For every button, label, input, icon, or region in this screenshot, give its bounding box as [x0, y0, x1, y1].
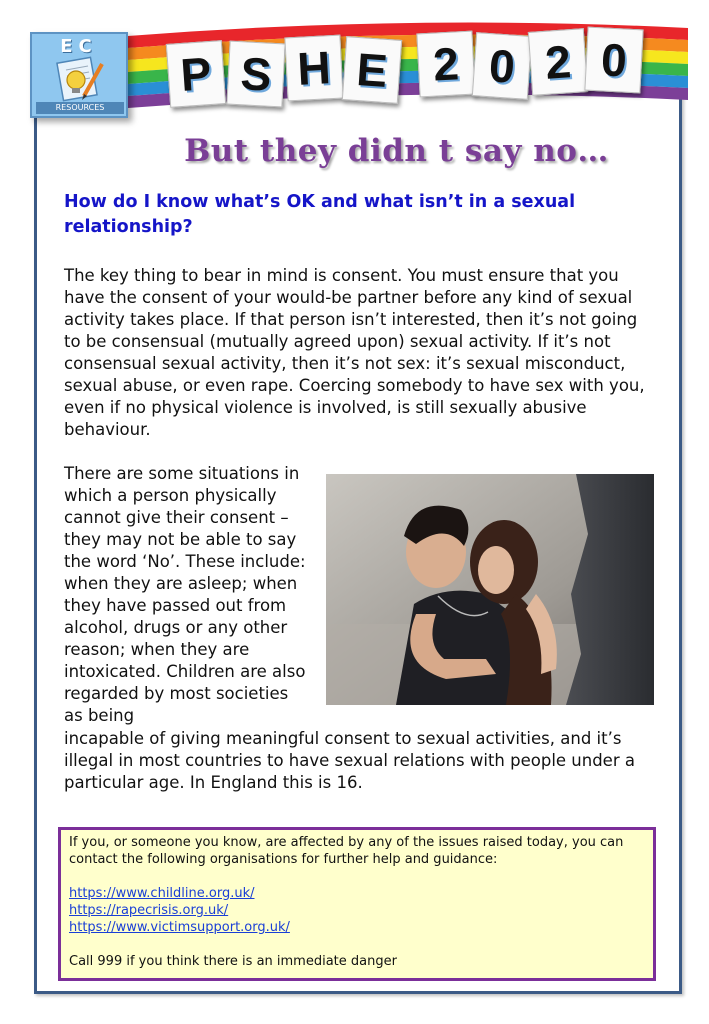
banner-letter: H — [284, 35, 343, 102]
logo-subtext: RESOURCES — [36, 102, 124, 114]
rapecrisis-link[interactable]: https://rapecrisis.org.uk/ — [69, 903, 229, 918]
banner-letter: E — [342, 36, 402, 104]
page-title-text: But they didn t say no… — [184, 133, 609, 169]
page-title — [0, 133, 709, 169]
ec-resources-logo — [30, 32, 128, 118]
banner-letter: 2 — [528, 28, 588, 96]
paragraph-consent: The key thing to bear in mind is consent. You must ensure that you have the consent of your would-be partner before any kind of sexual activity takes place. If that person isn’t interested, then it’s not going to be consensual (mutually agreed upon) sexual activity. If it’s not consensual sexual activity, then it’s not sex: it’s sexual misconduct, sexual abuse, or even rape. Coercing somebody to have sex with you, even if no physical violence is involved, is still sexually abusive behaviour. — [64, 266, 645, 439]
childline-link[interactable]: https://www.childline.org.uk/ — [69, 886, 255, 901]
couple-embrace-photo — [326, 474, 654, 705]
help-intro: If you, or someone you know, are affected by any of the issues raised today, you can contact the following organisations for further help and guidance: — [69, 835, 624, 867]
victimsupport-link[interactable]: https://www.victimsupport.org.uk/ — [69, 920, 290, 935]
banner-letter: 0 — [472, 32, 532, 100]
lightbulb-pencil-icon — [54, 56, 106, 102]
banner-letter: 2 — [416, 31, 475, 98]
banner-letter: P — [166, 40, 226, 108]
logo-text: EC — [60, 36, 98, 57]
help-resources-box — [58, 827, 656, 981]
banner-letter: S — [226, 41, 285, 108]
emergency-note: Call 999 if you think there is an immediate danger — [69, 954, 397, 969]
paragraph-age: incapable of giving meaningful consent to sexual activities, and it’s illegal in most countries to have sexual relations with people under a particular age. In England this is 16. — [64, 729, 635, 792]
subheading: How do I know what’s OK and what isn’t in a sexual relationship? — [64, 192, 576, 237]
paragraph-situations: There are some situations in which a person physically cannot give their consent – they may not be able to say the word ‘No’. These include: when they are asleep; when they have passed out from alcohol, drugs or any other reason; when they are intoxicated. Children are also regarded by most societies as being — [64, 464, 306, 725]
banner-letter: 0 — [584, 27, 643, 94]
